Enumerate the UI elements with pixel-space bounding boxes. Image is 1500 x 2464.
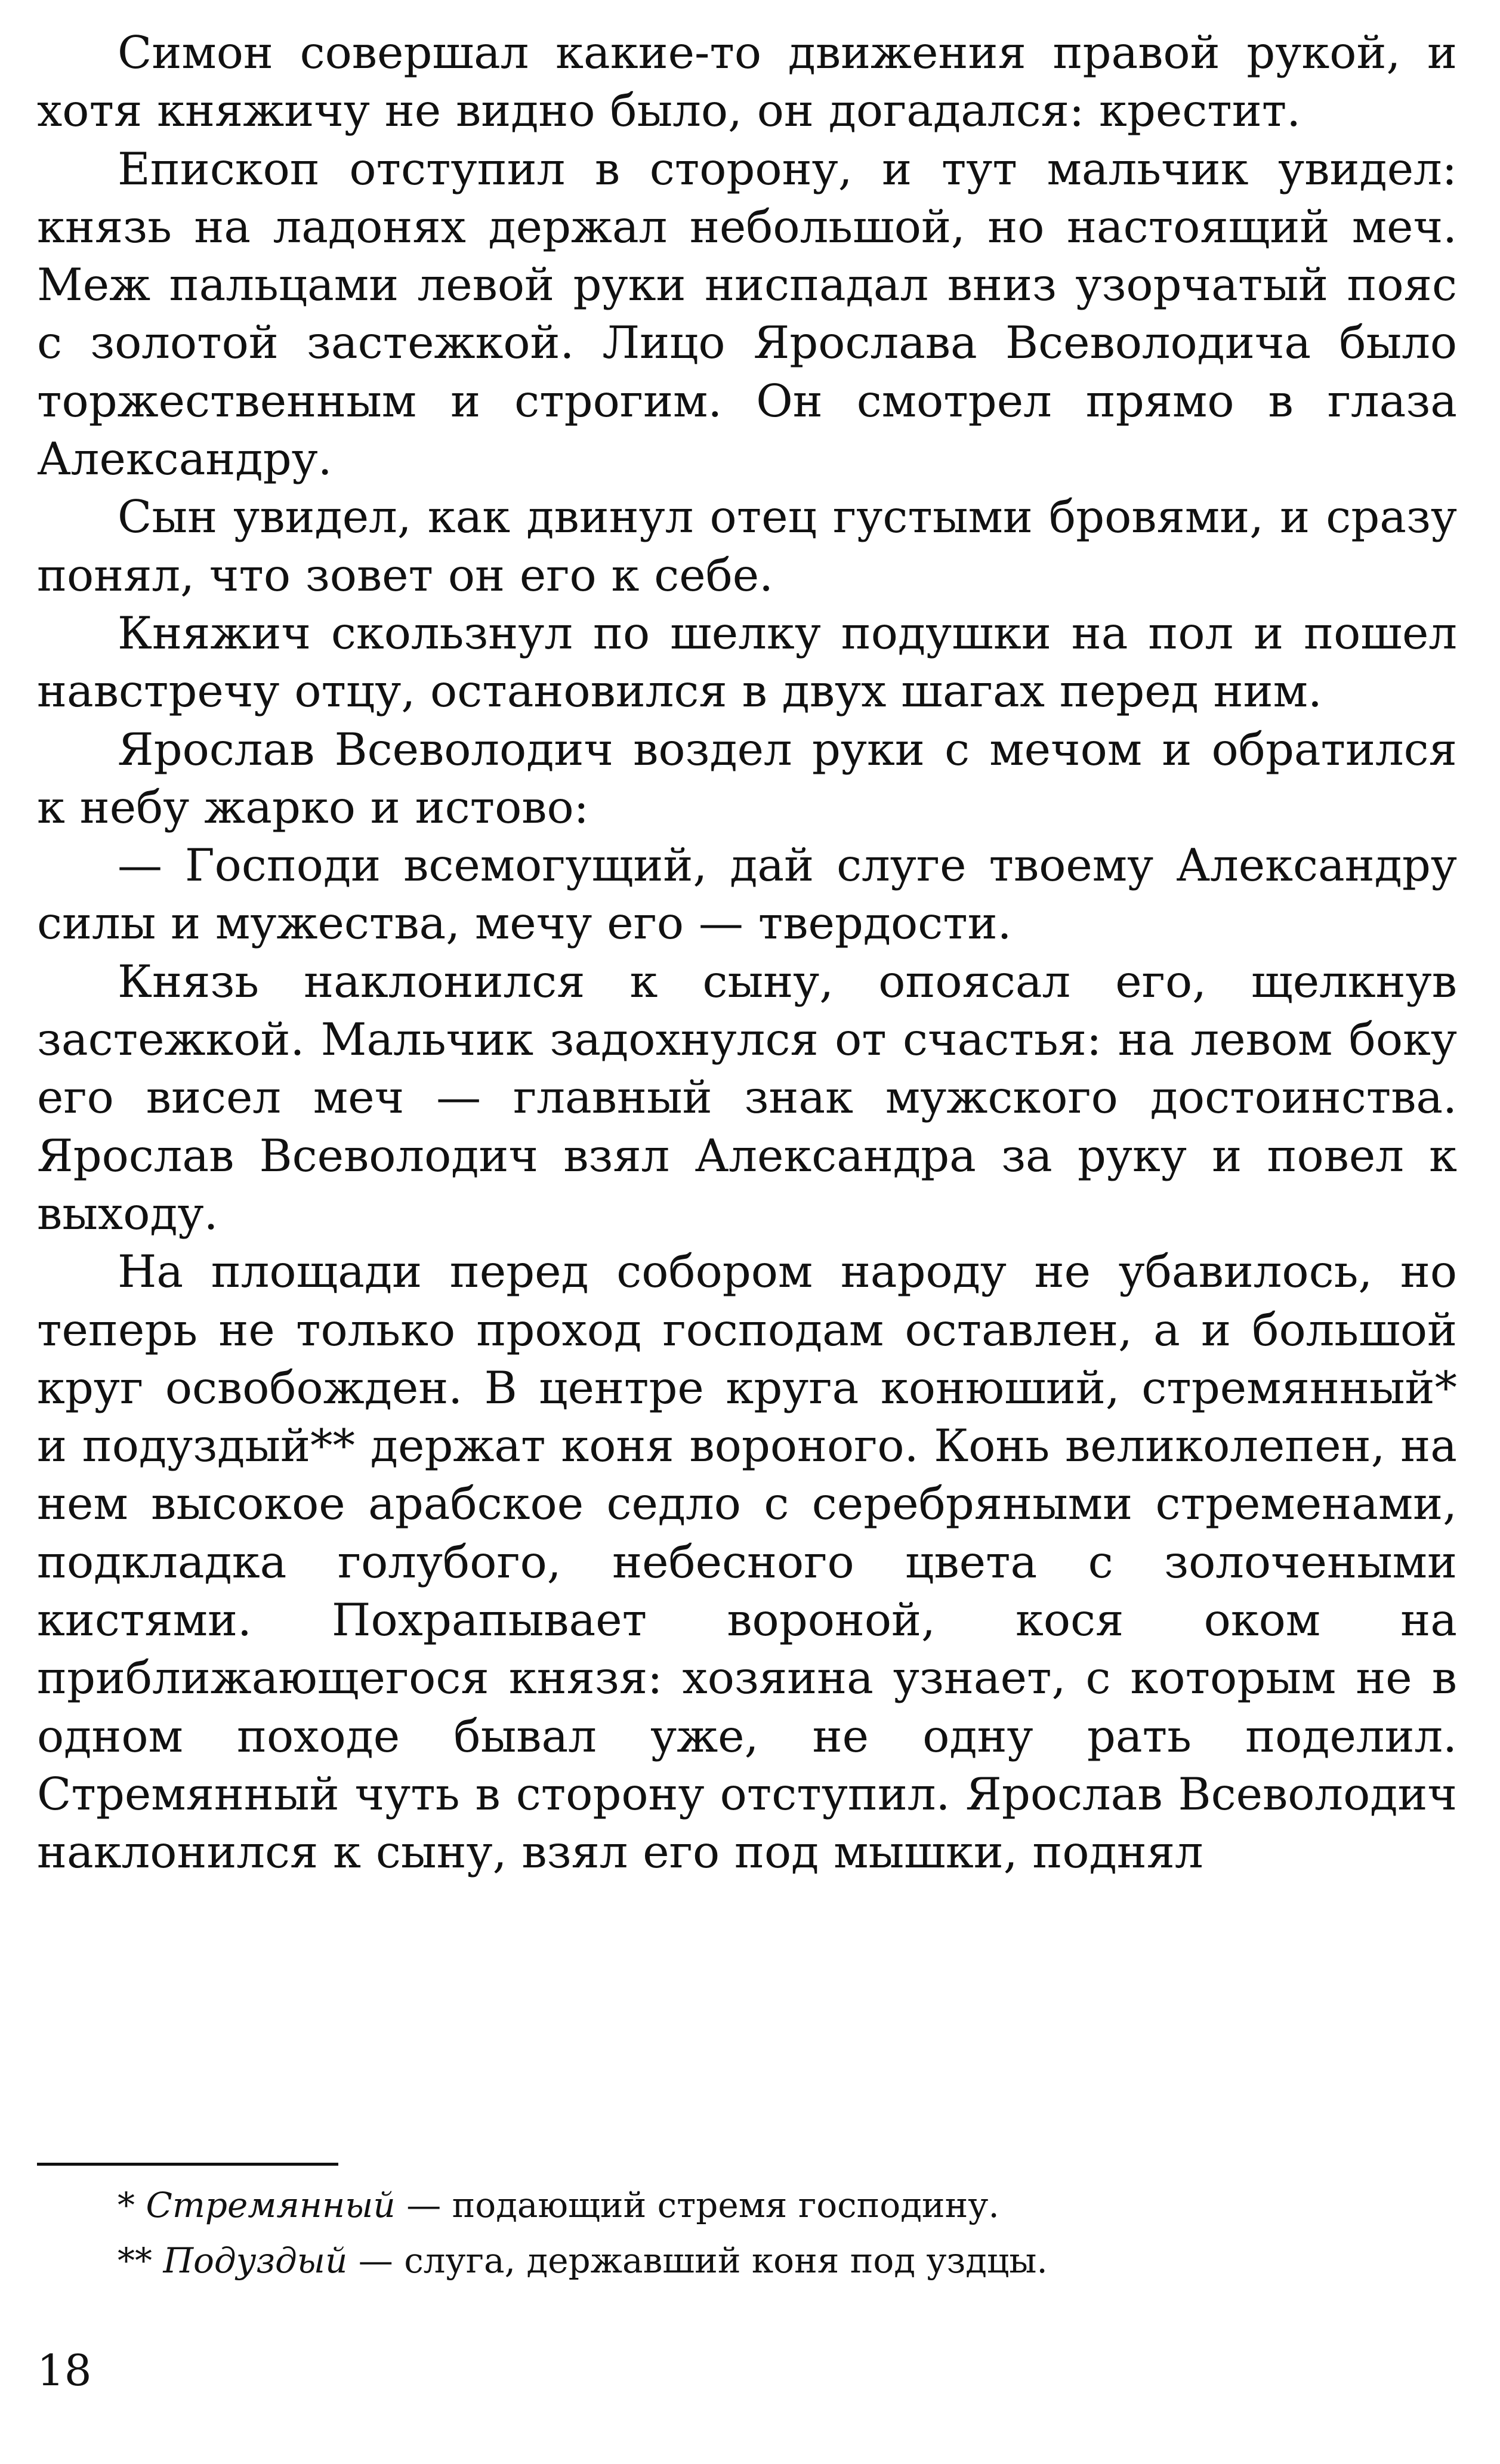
footnote-term: Подуздый bbox=[163, 2240, 348, 2281]
page-number: 18 bbox=[37, 2345, 92, 2395]
paragraph: Сын увидел, как двинул отец густыми бровями, и сразу понял, что зовет он его к себе. bbox=[37, 490, 1457, 601]
book-page bbox=[37, 24, 1457, 2440]
paragraph: Симон совершал какие-то движения правой рукой, и хотя княжичу не видно было, он догадался: крестит. bbox=[37, 26, 1457, 137]
paragraph: Князь наклонился к сыну, опоясал его, щелкнув застежкой. Мальчик задохнулся от счастья: на левом боку его висел меч — главный знак мужского достоинства. Ярослав Всеволодич взял Александра за руку и повел к выходу. bbox=[37, 955, 1457, 1240]
paragraph: Ярослав Всеволодич воздел руки с мечом и обратился к небу жарко и истово: bbox=[37, 722, 1457, 833]
footnote-definition: — подающий стремя господину. bbox=[395, 2185, 999, 2225]
main-text bbox=[37, 24, 1457, 1882]
footnote-term: Стремянный bbox=[146, 2185, 396, 2225]
footnote bbox=[37, 2178, 1457, 2233]
footnote-marker: * bbox=[118, 2185, 135, 2225]
footnote-divider bbox=[37, 2163, 338, 2166]
footnote bbox=[37, 2233, 1457, 2289]
paragraph: Княжич скользнул по шелку подушки на пол и пошел навстречу отцу, остановился в двух шагах перед ним. bbox=[37, 606, 1457, 718]
footnotes bbox=[37, 2178, 1457, 2289]
footnote-definition: — слуга, державший коня под уздцы. bbox=[347, 2240, 1048, 2281]
paragraph: Епископ отступил в сторону, и тут мальчик увидел: князь на ладонях держал небольшой, но настоящий меч. Меж пальцами левой руки ниспадал вниз узорчатый пояс с золотой застежкой. Лицо Ярослава Всеволодича было торжественным и строгим. Он смотрел прямо в глаза Александру. bbox=[37, 142, 1457, 486]
paragraph: На площади перед собором народу не убавилось, но теперь не только проход господам оставлен, а и большой круг освобожден. В центре круга конюший, стремянный* и подуздый** держат коня вороного. Конь великолепен, на нем высокое арабское седло с серебряными стременами, подкладка голубого, небесного цвета с золочеными кистями. Похрапывает вороной, кося оком на приближающегося князя: хозяина узнает, с которым не в одном походе бывал уже, не одну рать поделил. Стремянный чуть в сторону отступил. Ярослав Всеволодич наклонился к сыну, взял его под мышки, поднял bbox=[37, 1245, 1457, 1879]
paragraph: — Господи всемогущий, дай слуге твоему Александру силы и мужества, мечу его — твердости. bbox=[37, 839, 1457, 950]
footnote-marker: ** bbox=[118, 2240, 152, 2281]
